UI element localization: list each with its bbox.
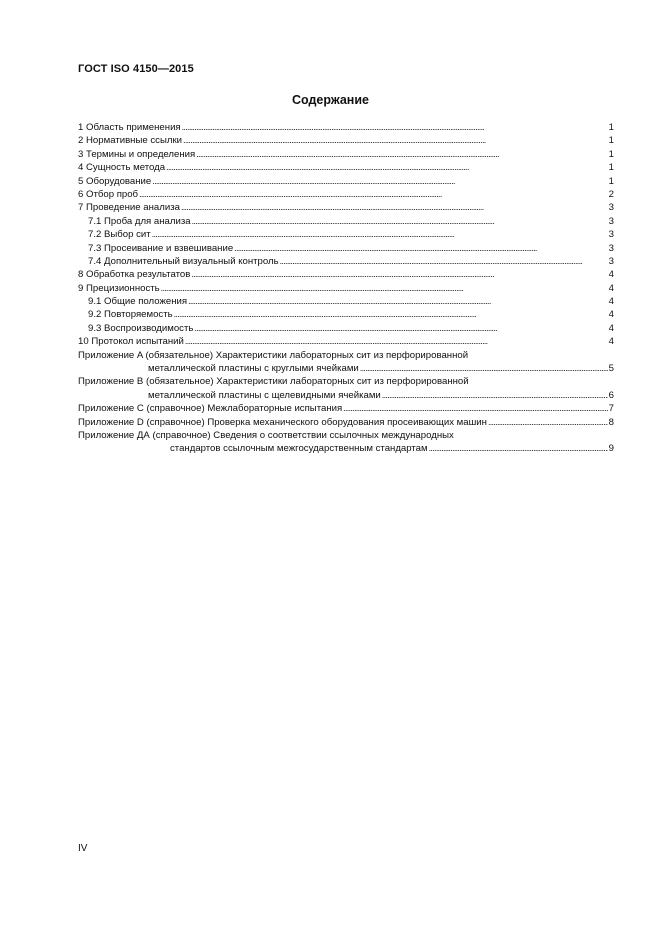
toc-entry-page: 4 — [608, 336, 614, 348]
document-code: ГОСТ ISO 4150—2015 — [78, 63, 194, 75]
toc-entry-title: 7.2 Выбор сит — [88, 229, 151, 241]
toc-entry-title: 9 Прецизионность — [78, 282, 160, 294]
toc-leader — [152, 175, 607, 188]
toc-leader — [360, 362, 608, 375]
appendix-page: 7 — [608, 403, 614, 415]
toc-entry[interactable] — [78, 121, 614, 134]
toc-entry-title: 9.1 Общие положения — [88, 296, 188, 308]
toc-leader — [181, 201, 608, 214]
toc-leader — [280, 255, 608, 268]
toc-subentry[interactable] — [78, 242, 614, 255]
toc-entry-page: 1 — [608, 148, 614, 160]
table-of-contents — [78, 121, 614, 456]
toc-leader — [182, 121, 608, 134]
toc-leader — [152, 228, 608, 241]
toc-leader — [166, 161, 608, 174]
toc-subentry[interactable] — [78, 295, 614, 308]
toc-entry[interactable] — [78, 148, 614, 161]
toc-subentry[interactable] — [78, 255, 614, 268]
appendix-entry-d[interactable] — [78, 416, 614, 429]
toc-leader — [161, 282, 608, 295]
toc-leader — [343, 402, 607, 415]
toc-entry-page: 3 — [608, 215, 614, 227]
toc-entry-page: 2 — [608, 188, 614, 200]
toc-entry[interactable] — [78, 335, 614, 348]
toc-entry-page: 4 — [608, 322, 614, 334]
toc-subentry[interactable] — [78, 228, 614, 241]
appendix-title: Приложение A (обязательное) Характеристики лабораторных сит из перфорированной — [78, 349, 469, 361]
appendix-page: 9 — [608, 443, 614, 455]
toc-entry-title: 7.3 Просеивание и взвешивание — [88, 242, 234, 254]
toc-subentry[interactable] — [78, 322, 614, 335]
toc-entry[interactable] — [78, 175, 614, 188]
toc-subentry[interactable] — [78, 215, 614, 228]
toc-leader — [139, 188, 608, 201]
toc-subentry[interactable] — [78, 308, 614, 321]
toc-entry[interactable] — [78, 134, 614, 147]
appendix-title-cont: металлической пластины с щелевидными ячейками — [148, 389, 381, 401]
toc-entry-title: 8 Обработка результатов — [78, 269, 191, 281]
appendix-title: Приложение ДА (справочное) Сведения о соответствии ссылочных международных — [78, 429, 454, 441]
appendix-entry-a[interactable] — [78, 349, 614, 376]
toc-entry-title: 7.4 Дополнительный визуальный контроль — [88, 255, 279, 267]
toc-leader — [174, 308, 608, 321]
appendix-continuation — [78, 362, 614, 375]
toc-leader — [192, 215, 608, 228]
toc-entry[interactable] — [78, 282, 614, 295]
toc-entry-page: 4 — [608, 296, 614, 308]
toc-entry-page: 1 — [608, 175, 614, 187]
appendix-continuation — [78, 389, 614, 402]
toc-entry[interactable] — [78, 188, 614, 201]
toc-entry-title: 6 Отбор проб — [78, 188, 139, 200]
appendix-page: 8 — [608, 416, 614, 428]
appendix-entry-b[interactable] — [78, 375, 614, 402]
page-title: Содержание — [291, 93, 369, 107]
toc-entry-page: 3 — [608, 242, 614, 254]
appendix-continuation — [78, 442, 614, 455]
toc-entry-page: 1 — [608, 135, 614, 147]
toc-leader — [488, 416, 608, 429]
appendix-title: Приложение B (обязательное) Характеристики лабораторных сит из перфорированной — [78, 376, 469, 388]
appendix-title: Приложение C (справочное) Межлабораторные испытания — [78, 403, 343, 415]
toc-leader — [188, 295, 608, 308]
toc-entry-title: 9.2 Повторяемость — [88, 309, 173, 321]
appendix-page: 5 — [608, 363, 614, 375]
appendix-entry-da[interactable] — [78, 429, 614, 456]
toc-entry-page: 1 — [608, 122, 614, 133]
appendix-title-cont: стандартов ссылочным межгосударственным стандартам — [170, 443, 428, 455]
toc-leader — [194, 322, 607, 335]
toc-entry-title: 10 Протокол испытаний — [78, 336, 184, 348]
toc-leader — [429, 442, 608, 455]
toc-entry-title: 9.3 Воспроизводимость — [88, 322, 194, 334]
toc-entry-page: 3 — [608, 229, 614, 241]
appendix-entry-c[interactable] — [78, 402, 614, 415]
toc-leader — [196, 148, 607, 161]
appendix-title-cont: металлической пластины с круглыми ячейками — [148, 363, 359, 375]
toc-entry[interactable] — [78, 201, 614, 214]
toc-leader — [191, 268, 607, 281]
toc-entry-page: 4 — [608, 282, 614, 294]
toc-entry-page: 3 — [608, 202, 614, 214]
toc-leader — [185, 335, 608, 348]
toc-leader — [234, 242, 608, 255]
toc-leader — [382, 389, 608, 402]
toc-entry-title: 7.1 Проба для анализа — [88, 215, 191, 227]
appendix-page: 6 — [608, 389, 614, 401]
toc-entry-page: 4 — [608, 269, 614, 281]
toc-entry-title: 2 Нормативные ссылки — [78, 135, 183, 147]
toc-entry-page: 4 — [608, 309, 614, 321]
toc-entry-page: 3 — [608, 255, 614, 267]
toc-entry-page: 1 — [608, 162, 614, 174]
toc-leader — [183, 134, 608, 147]
toc-entry-title: 4 Сущность метода — [78, 162, 166, 174]
toc-entry[interactable] — [78, 268, 614, 281]
toc-entry[interactable] — [78, 161, 614, 174]
toc-entry-title: 5 Оборудование — [78, 175, 152, 187]
appendix-title: Приложение D (справочное) Проверка механического оборудования просеивающих машин — [78, 416, 487, 428]
toc-entry-title: 3 Термины и определения — [78, 148, 196, 160]
page-number: IV — [78, 843, 88, 854]
toc-entry-title: 1 Область применения — [78, 122, 181, 133]
toc-entry-title: 7 Проведение анализа — [78, 202, 180, 214]
